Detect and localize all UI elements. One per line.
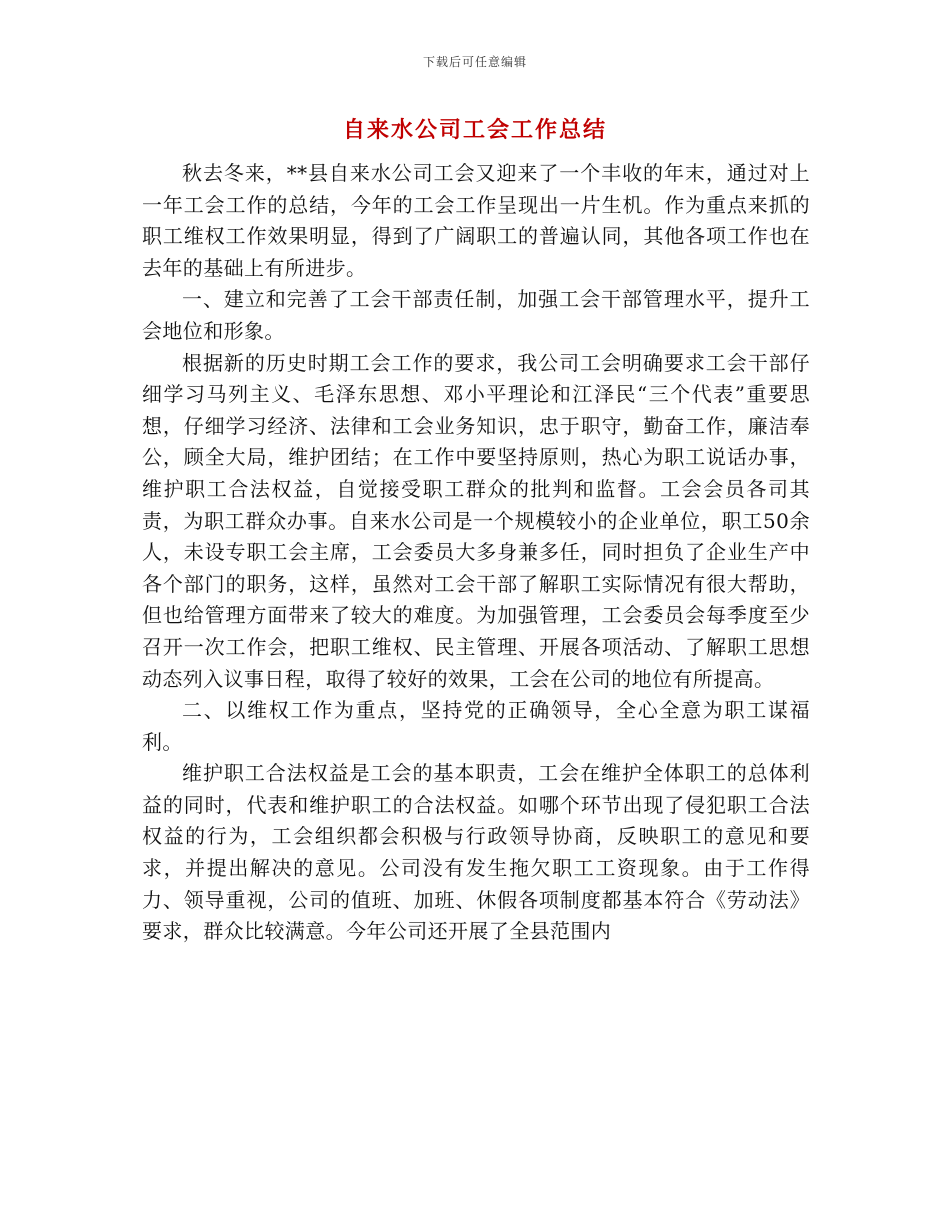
section-heading-1: 一、建立和完善了工会干部责任制，加强工会干部管理水平，提升工会地位和形象。 <box>142 287 810 343</box>
paragraph-section-1: 根据新的历史时期工会工作的要求，我公司工会明确要求工会干部仔细学习马列主义、毛泽东思想、邓小平理论和江泽民“三个代表”重要思想，仔细学习经济、法律和工会业务知识，忠于职守，勤奋工作，廉洁奉公，顾全大局，维护团结；在工作中要坚持原则，热心为职工说话办事，维护职工合法权益，自觉接受职工群众的批判和监督。工会会员各司其责，为职工群众办事。自来水公司是一个规模较小的企业单位，职工50余人，未设专职工会主席，工会委员大多身兼多任，同时担负了企业生产中各个部门的职务，这样，虽然对工会干部了解职工实际情况有很大帮助，但也给管理方面带来了较大的难度。为加强管理，工会委员会每季度至少召开一次工作会，把职工维权、民主管理、开展各项活动、了解职工思想动态列入议事日程，取得了较好的效果，工会在公司的地位有所提高。 <box>142 350 810 691</box>
paragraph-section-2: 维护职工合法权益是工会的基本职责，工会在维护全体职工的总体利益的同时，代表和维护职工的合法权益。如哪个环节出现了侵犯职工合法权益的行为，工会组织都会积极与行政领导协商，反映职工的意见和要求，并提出解决的意见。公司没有发生拖欠职工工资现象。由于工作得力、领导重视，公司的值班、加班、休假各项制度都基本符合《劳动法》要求，群众比较满意。今年公司还开展了全县范围内 <box>142 761 810 944</box>
section-heading-2: 二、以维权工作为重点，坚持党的正确领导，全心全意为职工谋福利。 <box>142 698 810 754</box>
page-header: 下载后可任意编辑 <box>422 55 527 69</box>
paragraph-intro: 秋去冬来，**县自来水公司工会又迎来了一个丰收的年末，通过对上一年工会工作的总结，今年的工会工作呈现出一片生机。作为重点来抓的职工维权工作效果明显，得到了广阔职工的普遍认同，其他各项工作也在去年的基础上有所进步。 <box>142 161 810 280</box>
document-body <box>142 158 810 948</box>
document-title: 自来水公司工会工作总结 <box>342 117 607 143</box>
